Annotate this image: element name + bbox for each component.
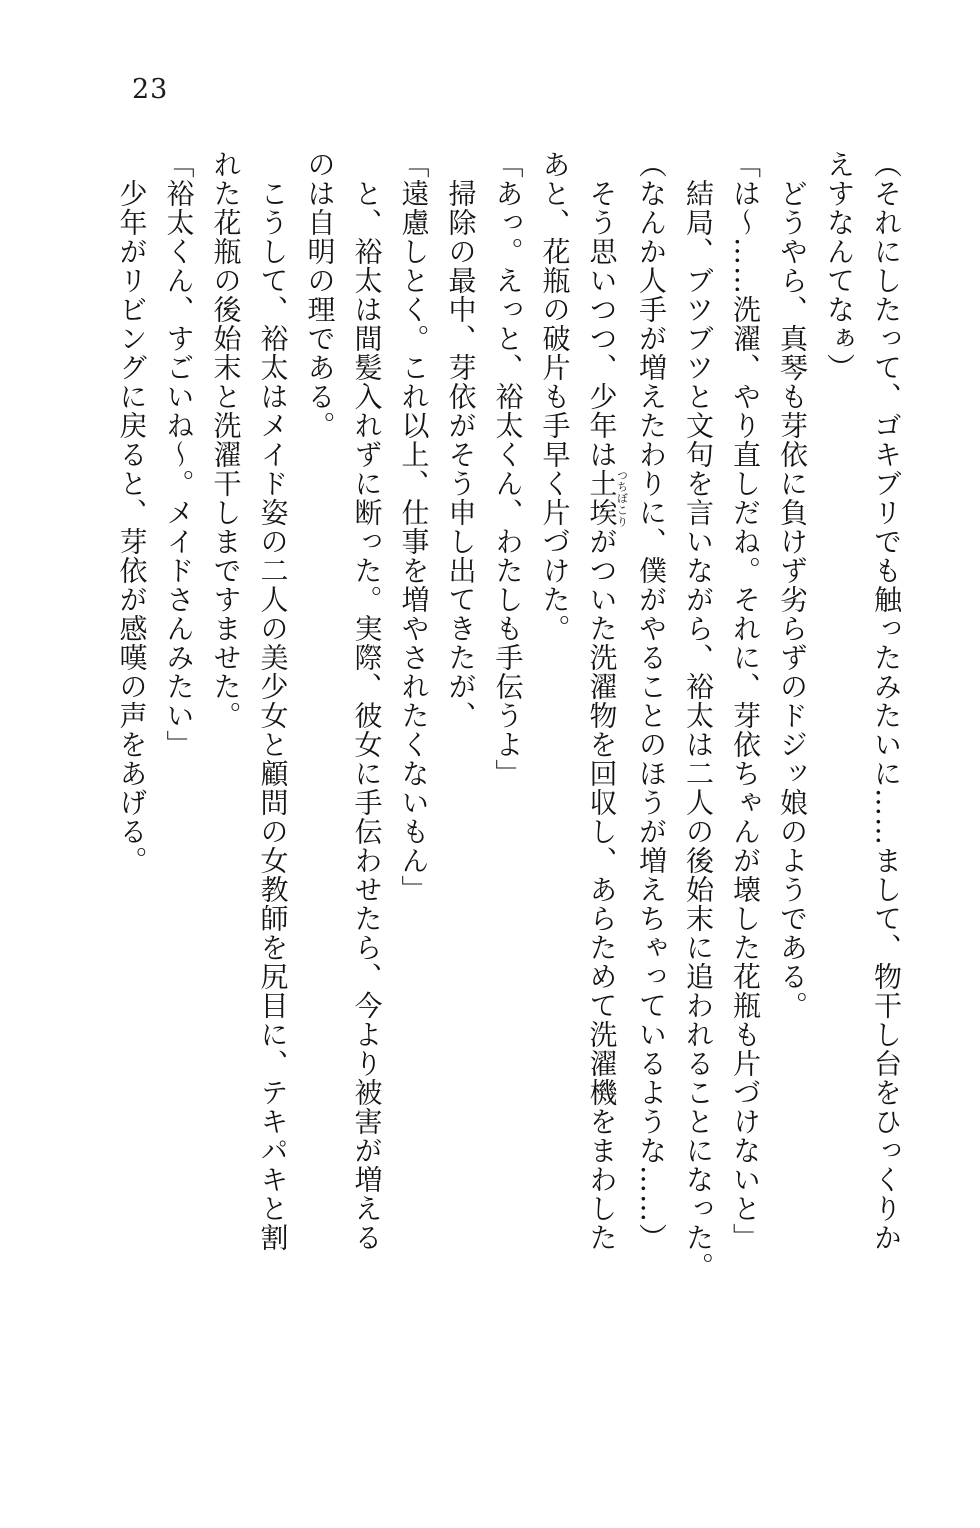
ruby-base: 土埃 [585,469,619,527]
text-segment: そう思いつつ、少年は [585,179,619,469]
text-line: 「あっ。えっと、裕太くん、わたしも手伝うよ」 [491,150,525,788]
text-line: 「は〜……洗濯、やり直しだね。それに、芽依ちゃんが壊した花瓶も片づけないと」 [729,150,762,1252]
text-line: れた花瓶の後始末と洗濯干しまですませた。 [209,150,243,730]
page-text [108,150,910,1350]
text-line: のは自明の理である。 [303,150,337,440]
text-segment: がついた洗濯物を回収し、あらためて洗濯機をまわした [585,527,619,1252]
text-line-with-ruby [579,150,629,1350]
ruby-text: つちぼこり [615,469,629,527]
text-line: （それにしたって、ゴキブリでも触ったみたいに……まして、物干し台をひっくりか [870,150,903,1252]
ruby-annotation [585,469,629,527]
text-line: 「裕太くん、すごいね〜。メイドさんみたい」 [162,150,196,759]
text-line: 「遠慮しとく。これ以上、仕事を増やされたくないもん」 [397,150,431,904]
text-line: と、裕太は間髪入れずに断った。実際、彼女に手伝わせたら、今より被害が増える [350,179,384,1252]
text-line: あと、花瓶の破片も手早く片づけた。 [538,150,572,643]
text-line: えすなんてなぁ） [823,150,856,382]
text-line: 掃除の最中、芽依がそう申し出てきたが、 [444,179,478,730]
text-line: 結局、ブツブツと文句を言いながら、裕太は二人の後始末に追われることになった。 [682,179,715,1281]
text-line: 少年がリビングに戻ると、芽依が感嘆の声をあげる。 [115,179,149,875]
text-line: こうして、裕太はメイド姿の二人の美少女と顧問の女教師を尻目に、テキパキと割 [256,179,290,1252]
page-number: 23 [132,74,169,105]
text-line: どうやら、真琴も芽依に負けず劣らずのドジッ娘のようである。 [776,179,809,1020]
text-line: （なんか人手が増えたわりに、僕がやることのほうが増えちゃっているような……） [635,150,668,1252]
